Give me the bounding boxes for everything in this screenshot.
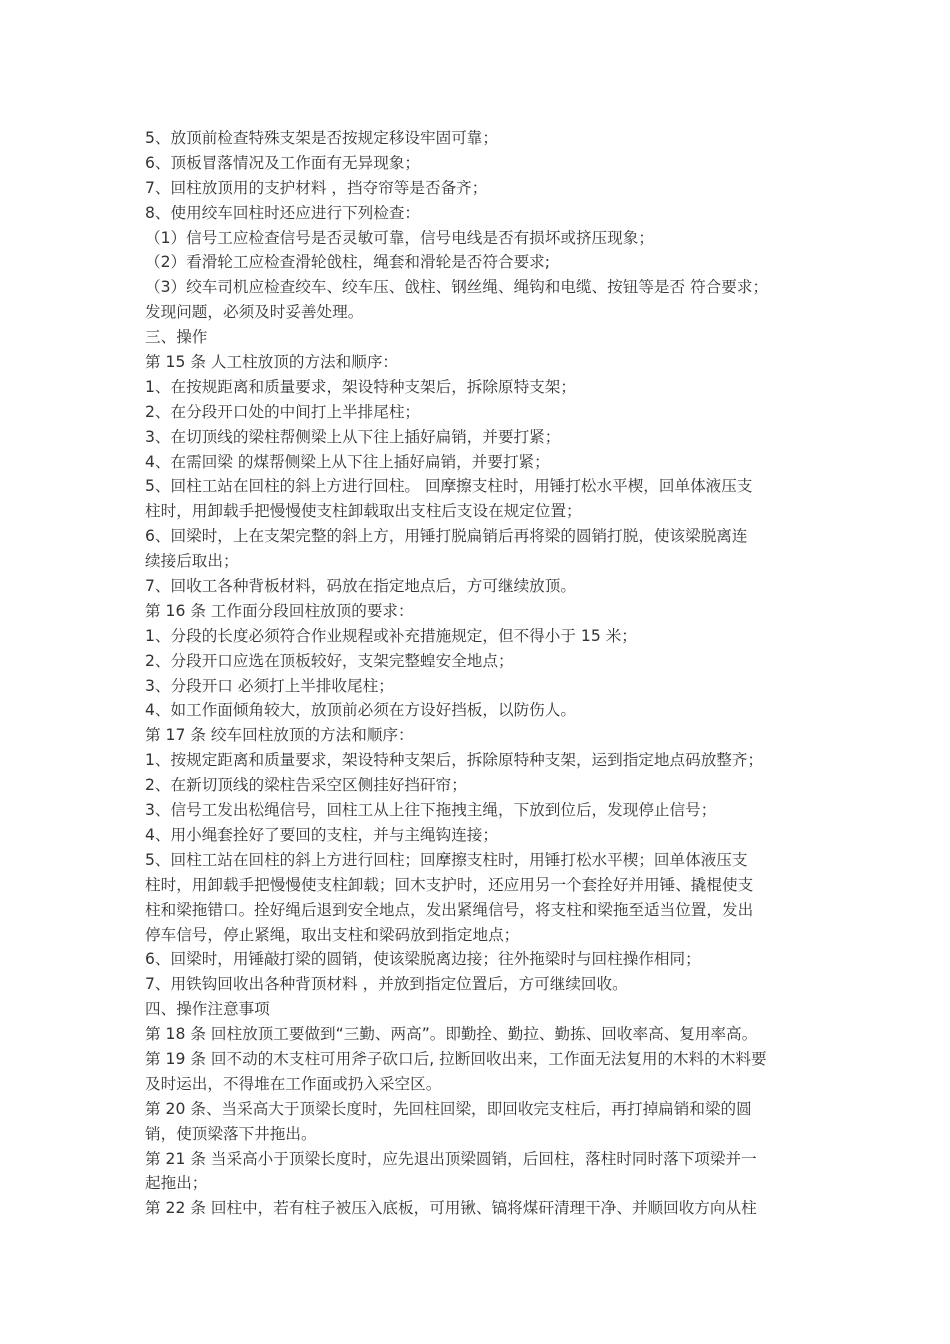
text-line: 2、分段开口应选在顶板较好，支架完整蝗安全地点；: [145, 651, 514, 670]
text-line: 第 22 条 回柱中，若有柱子被压入底板，可用锹、镐将煤矸清理干净、并顺回收方向从柱: [145, 1199, 757, 1218]
text-line: 发现问题，必须及时妥善处理。: [145, 303, 364, 322]
text-line: 四、操作注意事项: [145, 1000, 270, 1019]
text-line: 及时运出，不得堆在工作面或扔入采空区。: [145, 1074, 442, 1093]
text-line: 第 15 条 人工柱放顶的方法和顺序：: [145, 353, 399, 372]
text-line: 2、在分段开口处的中间打上半排尾柱；: [145, 402, 421, 421]
text-line: 续接后取出；: [145, 552, 239, 571]
text-line: 5、放顶前检查特殊支架是否按规定移设牢固可靠；: [145, 129, 498, 147]
text-line: 2、在新切顶线的梁柱告采空区侧挂好挡矸帘；: [145, 776, 467, 795]
text-line: 6、回梁时，上在支架完整的斜上方，用锤打脱扁销后再将梁的圆销打脱，使该梁脱离连: [145, 527, 748, 546]
text-line: 4、用小绳套拴好了要回的支柱，并与主绳钩连接；: [145, 825, 498, 844]
text-line: 柱时，用卸载手把慢慢使支柱卸载取出支柱后支设在规定位置；: [145, 502, 582, 521]
text-line: 3、信号工发出松绳信号，回柱工从上往下拖拽主绳，下放到位后，发现停止信号；: [145, 801, 717, 820]
text-line: 1、按规定距离和质量要求，架设特种支架后，拆除原特种支架，运到指定地点码放整齐；: [145, 751, 764, 770]
text-line: 4、如工作面倾角较大，放顶前必须在方设好挡板，以防伤人。: [145, 701, 576, 720]
text-line: 第 18 条 回柱放顶工要做到“三勤、两高”。即勤拴、勤拉、勤拣、回收率高、复用率高。: [145, 1025, 758, 1044]
text-line: （2）看滑轮工应检查滑轮戗柱，绳套和滑轮是否符合要求;: [145, 253, 551, 272]
text-line: 3、在切顶线的梁柱帮侧梁上从下往上插好扁销，并要打紧；: [145, 427, 561, 446]
text-line: 6、顶板冒落情况及工作面有无异现象；: [145, 153, 421, 172]
text-line: 7、用铁钩回收出各种背顶材料 ，并放到指定位置后，方可继续回收。: [145, 975, 628, 994]
text-line: 5、回柱工站在回柱的斜上方进行回柱。 回摩擦支柱时，用锤打松水平楔，回单体液压支: [145, 477, 753, 496]
text-line: 柱时，用卸载手把慢慢使支柱卸载；回木支护时，还应用另一个套拴好并用锤、撬棍使支: [145, 875, 754, 894]
text-line: 起拖出；: [145, 1174, 208, 1193]
text-line: 7、回柱放顶用的支护材料 ，挡夺帘等是否备齐；: [145, 178, 488, 197]
text-line: 柱和梁拖错口。拴好绳后退到安全地点，发出紧绳信号，将支柱和梁拖至适当位置，发出: [145, 900, 754, 919]
text-line: 1、在按规距离和质量要求，架设特种支架后，拆除原特支架；: [145, 377, 576, 396]
text-line: 4、在需回梁 的煤帮侧梁上从下往上插好扁销，并要打紧；: [145, 452, 550, 471]
text-line: 8、使用绞车回柱时还应进行下列检查：: [145, 203, 421, 222]
text-line: 销，使顶梁落下井拖出。: [145, 1124, 317, 1143]
text-line: 第 19 条 回不动的木支柱可用斧子砍口后, 拉断回收出来，工作面无法复用的木料的木料要: [145, 1049, 767, 1068]
text-line: 停车信号，停止紧绳，取出支柱和梁码放到指定地点；: [145, 925, 520, 944]
text-line: 三、操作: [145, 328, 208, 347]
text-line: 1、分段的长度必须符合作业规程或补充措施规定，但不得小于 15 米；: [145, 626, 637, 645]
text-line: （1）信号工应检查信号是否灵敏可靠，信号电线是否有损坏或挤压现象；: [145, 228, 654, 247]
text-line: 5、回柱工站在回柱的斜上方进行回柱；回摩擦支柱时，用锤打松水平楔；回单体液压支: [145, 850, 748, 869]
document-body: [145, 126, 815, 1221]
text-line: 7、回收工各种背板材料，码放在指定地点后，方可继续放顶。: [145, 577, 576, 596]
text-line: （3）绞车司机应检查绞车、绞车压、戗柱、钢丝绳、绳钩和电缆、按钮等是否 符合要求；: [145, 278, 769, 297]
text-line: 6、回梁时，用锤敲打梁的圆销，使该梁脱离边接；往外拖梁时与回柱操作相同；: [145, 950, 701, 969]
text-line: 第 21 条 当采高小于顶梁长度时，应先退出顶梁圆销，后回柱，落柱时同时落下项梁并一: [145, 1149, 757, 1168]
text-line: 第 16 条 工作面分段回柱放顶的要求：: [145, 601, 414, 620]
text-line: 第 17 条 绞车回柱放顶的方法和顺序：: [145, 726, 414, 745]
text-line: 第 20 条、当采高大于顶梁长度时，先回柱回梁，即回收完支柱后，再打掉扁销和梁的圆: [145, 1099, 752, 1118]
text-line: 3、分段开口 必须打上半排收尾柱；: [145, 676, 394, 695]
